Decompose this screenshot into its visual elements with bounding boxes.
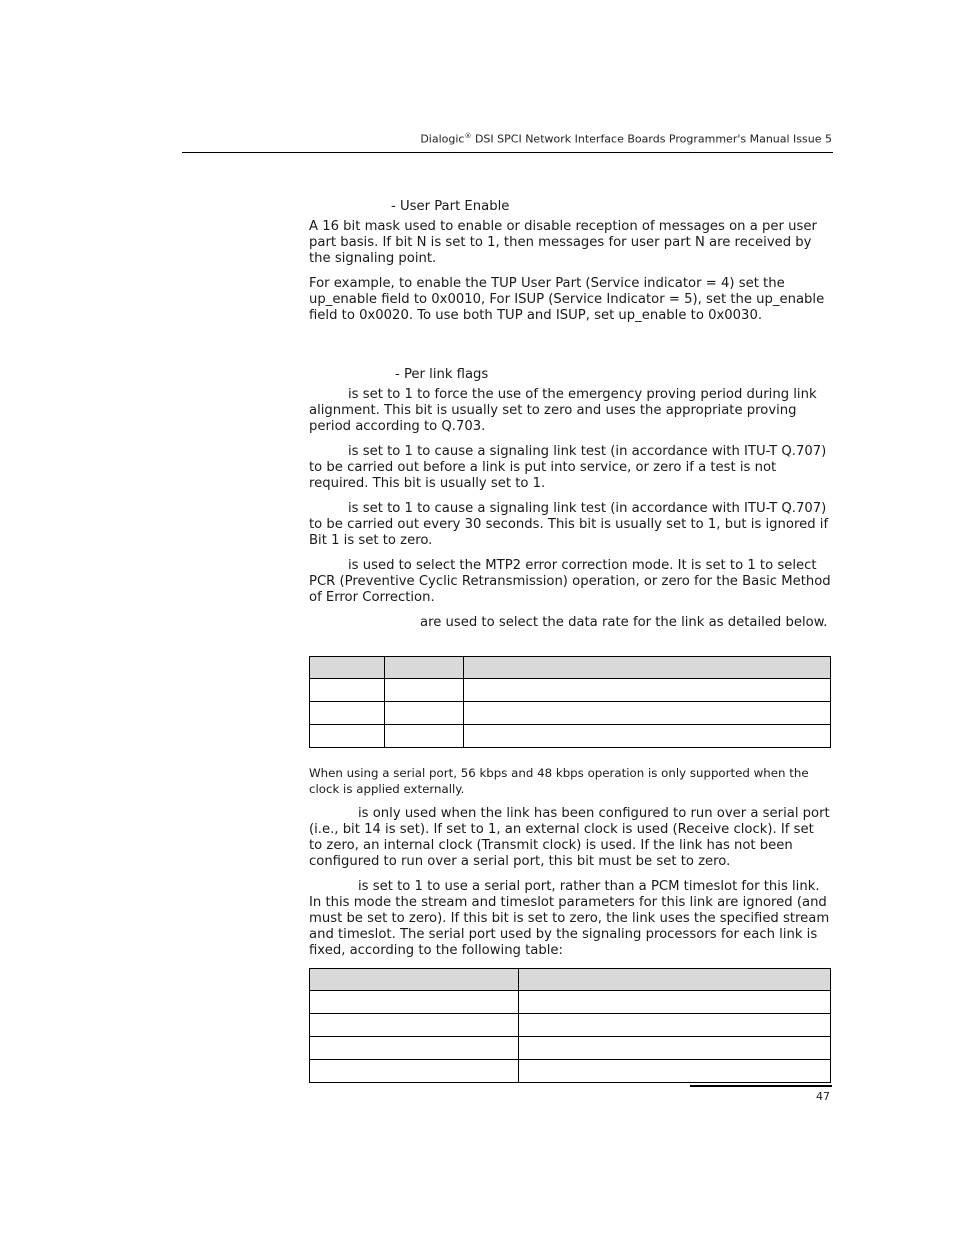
table-row	[310, 1060, 831, 1083]
brand-name: Dialogic	[420, 132, 465, 146]
flag-bit2-description	[309, 501, 831, 549]
table-header-row	[310, 969, 831, 991]
table-header-row	[310, 657, 831, 679]
page-header	[182, 132, 832, 146]
flag-bit14-description	[309, 879, 831, 959]
up-enable-heading: - User Part Enable	[391, 199, 510, 214]
flag-bit1-text: is set to 1 to cause a signaling link test (in accordance with ITU-T Q.707) to be carried out before a link is put into service, or zero if a test is not required. This bit is usually set to 1.	[309, 444, 827, 491]
data-rate-table	[309, 656, 831, 748]
table-row	[310, 991, 831, 1014]
flag-rate-bits-text: are used to select the data rate for the link as detailed below.	[420, 615, 828, 630]
table-header-cell	[310, 657, 385, 679]
registered-mark: ®	[464, 132, 472, 140]
serial-port-note: When using a serial port, 56 kbps and 48 kbps operation is only supported when the clock is applied externally.	[309, 766, 809, 796]
table-row	[310, 679, 831, 702]
table-header-cell	[464, 657, 831, 679]
flag-bit1-description	[309, 444, 831, 492]
table-header-cell	[310, 969, 519, 991]
manual-title: DSI SPCI Network Interface Boards Programmer's Manual Issue 5	[471, 132, 832, 146]
table-header-cell	[385, 657, 464, 679]
footer-rule	[690, 1085, 832, 1087]
flag-bit0-description	[309, 387, 831, 435]
table-row	[310, 702, 831, 725]
flag-bit3-text: is used to select the MTP2 error correction mode. It is set to 1 to select PCR (Preventive Cyclic Retransmission) operation, or zero for the Basic Method of Error Correction.	[309, 558, 831, 605]
flag-bit2-text: is set to 1 to cause a signaling link test (in accordance with ITU-T Q.707) to be carried out every 30 seconds. This bit is usually set to 1, but is ignored if Bit 1 is set to zero.	[309, 501, 829, 548]
up-enable-description: A 16 bit mask used to enable or disable reception of messages on a per user part basis. If bit N is set to 1, then messages for user part N are received by the signaling point.	[309, 219, 817, 266]
page-number: 47	[816, 1090, 830, 1103]
flag-bit13-text: is only used when the link has been configured to run over a serial port (i.e., bit 14 is set). If set to 1, an external clock is used (Receive clock). If set to zero, an internal clock (Transmit clock) is used. If the link has not been configured to run over a serial port, this bit must be set to zero.	[309, 806, 830, 869]
flag-bit3-description	[309, 558, 831, 606]
table-row	[310, 1014, 831, 1037]
flags-heading: - Per link flags	[395, 367, 489, 382]
flag-rate-bits-description	[309, 615, 831, 631]
table-row	[310, 725, 831, 748]
serial-port-table	[309, 968, 831, 1083]
up-enable-example: For example, to enable the TUP User Part (Service indicator = 4) set the up_enable field to 0x0010, For ISUP (Service Indicator = 5), set the up_enable field to 0x0020. To use both TUP and ISUP, set up_enable to 0x0030.	[309, 276, 825, 323]
table-header-cell	[519, 969, 831, 991]
table-row	[310, 1037, 831, 1060]
flag-bit0-text: is set to 1 to force the use of the emergency proving period during link alignment. This bit is usually set to zero and uses the appropriate proving period according to Q.703.	[309, 387, 817, 434]
flag-bit13-description	[309, 806, 831, 870]
flag-bit14-text: is set to 1 to use a serial port, rather than a PCM timeslot for this link. In this mode the stream and timeslot parameters for this link are ignored (and must be set to zero). If this bit is set to zero, the link uses the specified stream and timeslot. The serial port used by the signaling processors for each link is fixed, according to the following table:	[309, 879, 830, 958]
header-rule	[182, 152, 833, 153]
